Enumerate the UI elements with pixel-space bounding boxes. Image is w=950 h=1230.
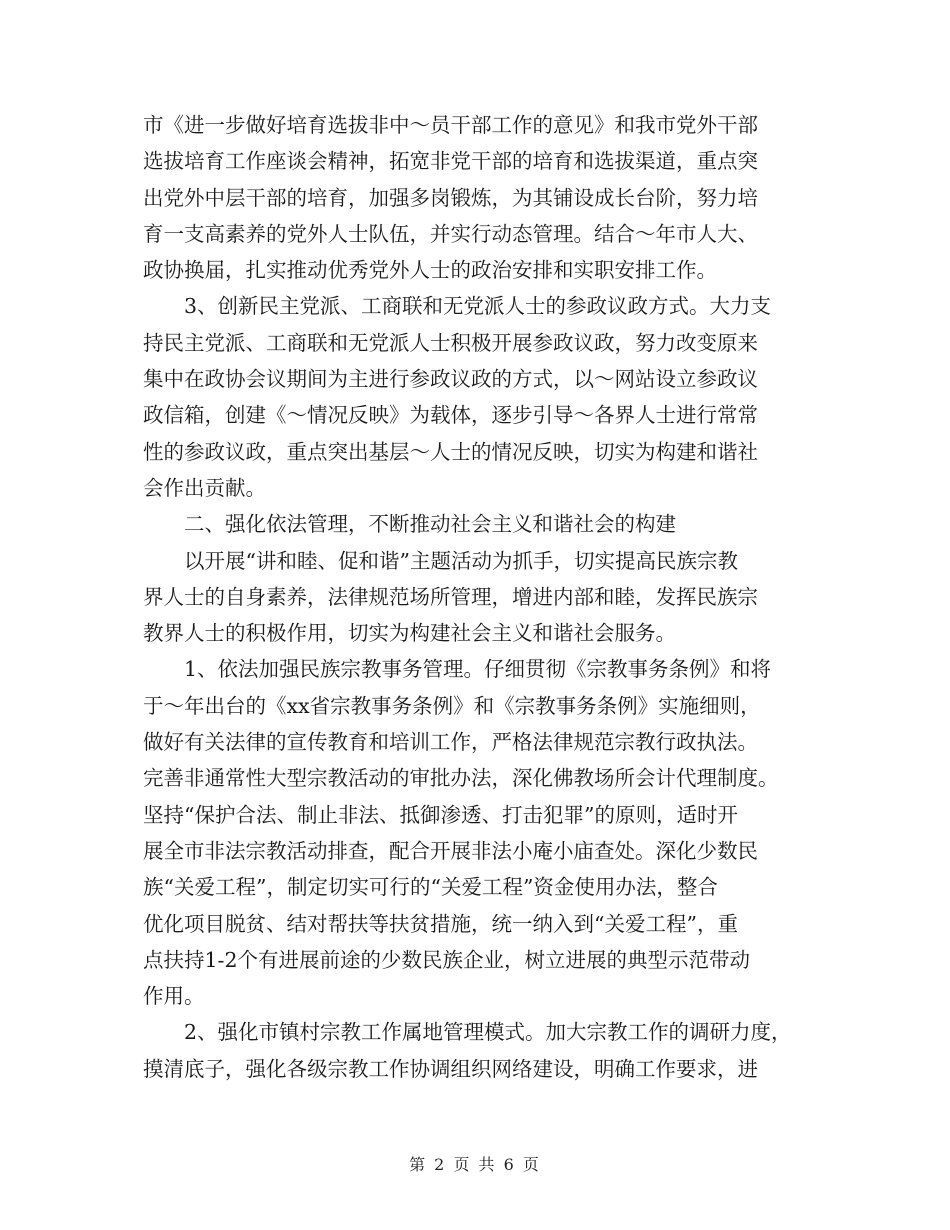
text-line: 政信箱，创建《～情况反映》为载体，逐步引导～各界人士进行常常 — [143, 403, 758, 428]
text-line: 摸清底子，强化各级宗教工作协调组织网络建设，明确工作要求，进 — [143, 1056, 758, 1081]
text-line: 2、强化市镇村宗教工作属地管理模式。加大宗教工作的调研力度， — [184, 1020, 792, 1045]
text-line: 会作出贡献。 — [143, 475, 266, 500]
text-line: 选拔培育工作座谈会精神，拓宽非党干部的培育和选拔渠道，重点突 — [143, 149, 758, 174]
text-line: 于～年出台的《xx省宗教事务条例》和《宗教事务条例》实施细则， — [143, 693, 761, 718]
text-line: 二、强化依法管理，不断推动社会主义和谐社会的构建 — [184, 512, 676, 537]
text-line: 集中在政协会议期间为主进行参政议政的方式，以～网站设立参政议 — [143, 367, 758, 392]
text-line: 1、依法加强民族宗教事务管理。仔细贯彻《宗教事务条例》和将 — [184, 657, 772, 682]
text-line: 育一支高素养的党外人士队伍，并实行动态管理。结合～年市人大、 — [143, 221, 758, 246]
text-line: 做好有关法律的宣传教育和培训工作，严格法律规范宗教行政执法。 — [143, 730, 758, 755]
text-line: 展全市非法宗教活动排查，配合开展非法小庵小庙查处。深化少数民 — [143, 838, 758, 863]
text-line: 持民主党派、工商联和无党派人士积极开展参政议政，努力改变原来 — [143, 330, 758, 355]
text-line: 政协换届，扎实推动优秀党外人士的政治安排和实职安排工作。 — [143, 258, 717, 283]
text-line: 坚持“保护合法、制止非法、抵御渗透、打击犯罪”的原则，适时开 — [143, 802, 738, 827]
text-line: 市《进一步做好培育选拔非中～员干部工作的意见》和我市党外干部 — [143, 113, 758, 137]
text-line: 作用。 — [143, 984, 205, 1009]
text-line: 3、创新民主党派、工商联和无党派人士的参政议政方式。大力支 — [184, 294, 772, 319]
text-line: 出党外中层干部的培育，加强多岗锻炼，为其铺设成长台阶，努力培 — [143, 185, 758, 210]
text-line: 族“关爱工程”，制定切实可行的“关爱工程”资金使用办法，整合 — [143, 875, 718, 900]
text-line: 以开展“讲和睦、促和谐”主题活动为抓手，切实提高民族宗教 — [184, 548, 738, 573]
text-line: 优化项目脱贫、结对帮扶等扶贫措施，统一纳入到“关爱工程”，重 — [143, 911, 738, 936]
text-line: 点扶持1-2个有进展前途的少数民族企业，树立进展的典型示范带动 — [143, 947, 751, 972]
text-line: 界人士的自身素养，法律规范场所管理，增进内部和睦，发挥民族宗 — [143, 584, 758, 609]
document-body — [143, 107, 823, 1087]
text-line: 完善非通常性大型宗教活动的审批办法，深化佛教场所会计代理制度。 — [143, 766, 779, 791]
text-line: 教界人士的积极作用，切实为构建社会主义和谐社会服务。 — [143, 621, 676, 646]
text-line: 性的参政议政，重点突出基层～人士的情况反映，切实为构建和谐社 — [143, 439, 758, 464]
page-footer: 第 2 页 共 6 页 — [409, 1155, 541, 1174]
